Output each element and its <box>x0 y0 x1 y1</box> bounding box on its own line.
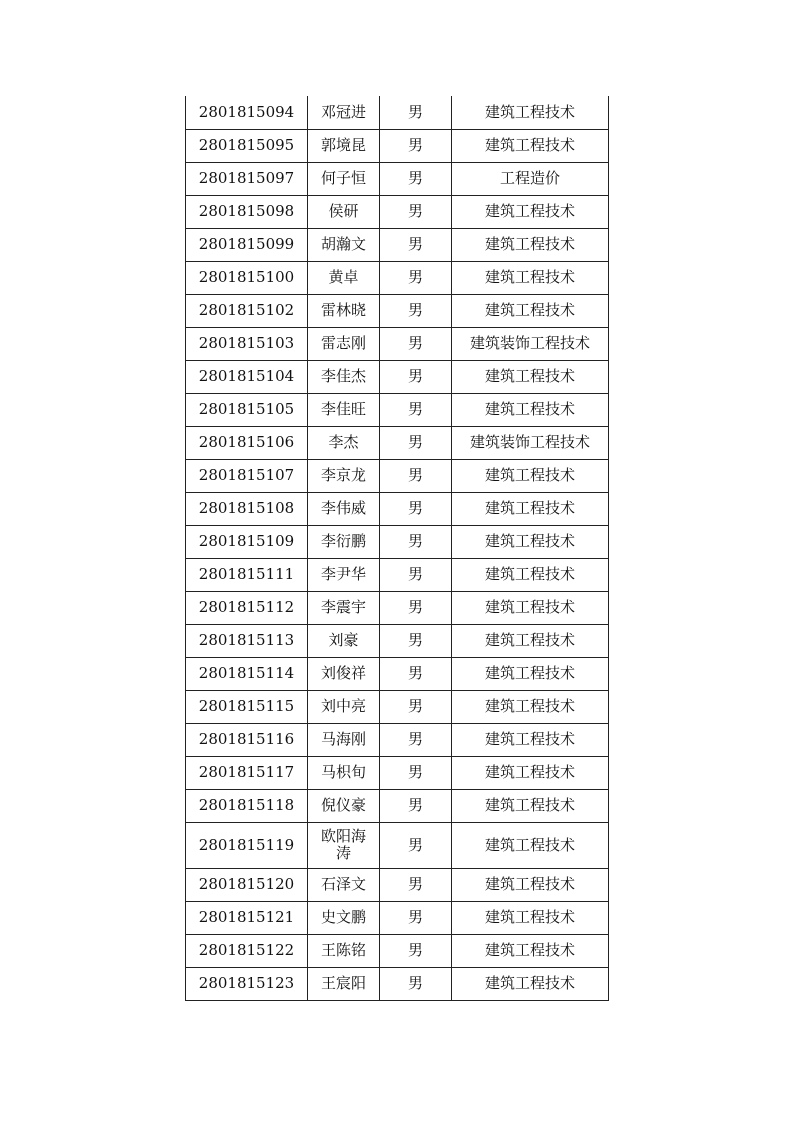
gender-cell-text: 男 <box>407 631 423 649</box>
student-id-cell-text: 2801815121 <box>198 908 295 926</box>
student-id-cell-text: 2801815118 <box>198 796 295 814</box>
student-name-cell-text: 刘中亮 <box>320 697 366 715</box>
gender-cell-text: 男 <box>407 102 423 121</box>
student-name-cell-text: 郭境昆 <box>320 136 366 154</box>
major-cell <box>452 162 609 195</box>
student-id-cell <box>186 967 308 1000</box>
student-id-cell-text: 2801815099 <box>198 235 295 253</box>
major-cell-text: 建筑工程技术 <box>484 268 575 286</box>
student-name-cell <box>308 228 380 261</box>
gender-cell <box>380 228 452 261</box>
student-name-cell-text: 马枳旬 <box>320 763 366 781</box>
student-id-cell <box>186 901 308 934</box>
student-name-cell-text: 雷林晓 <box>320 301 366 319</box>
major-cell <box>452 426 609 459</box>
major-cell-text: 建筑工程技术 <box>484 202 575 220</box>
student-name-cell-text: 李衍鹏 <box>320 532 366 550</box>
student-id-cell <box>186 327 308 360</box>
student-id-cell <box>186 360 308 393</box>
table-row <box>186 657 609 690</box>
major-cell <box>452 967 609 1000</box>
student-name-cell <box>308 934 380 967</box>
major-cell-text: 建筑工程技术 <box>484 796 575 814</box>
gender-cell <box>380 162 452 195</box>
table-row <box>186 228 609 261</box>
student-id-cell <box>186 96 308 129</box>
gender-cell <box>380 822 452 868</box>
major-cell <box>452 195 609 228</box>
major-cell <box>452 624 609 657</box>
student-id-cell-text: 2801815120 <box>198 875 295 893</box>
table-row <box>186 558 609 591</box>
table-row <box>186 492 609 525</box>
gender-cell <box>380 261 452 294</box>
major-cell-text: 建筑工程技术 <box>484 835 575 854</box>
student-name-cell <box>308 195 380 228</box>
gender-cell-text: 男 <box>407 565 423 583</box>
student-id-cell <box>186 591 308 624</box>
student-id-cell <box>186 195 308 228</box>
student-id-cell <box>186 228 308 261</box>
table-row <box>186 459 609 492</box>
gender-cell <box>380 96 452 129</box>
student-name-cell <box>308 162 380 195</box>
gender-cell <box>380 195 452 228</box>
student-id-cell <box>186 789 308 822</box>
student-id-cell-text: 2801815116 <box>198 730 295 748</box>
student-id-cell-text: 2801815105 <box>198 400 295 418</box>
student-id-cell-text: 2801815102 <box>198 301 295 319</box>
major-cell <box>452 901 609 934</box>
student-id-cell <box>186 690 308 723</box>
gender-cell <box>380 426 452 459</box>
table-row <box>186 162 609 195</box>
student-name-cell <box>308 901 380 934</box>
major-cell <box>452 690 609 723</box>
major-cell <box>452 657 609 690</box>
gender-cell-text: 男 <box>407 466 423 484</box>
student-id-cell-text: 2801815119 <box>198 835 295 854</box>
student-id-cell-text: 2801815097 <box>198 169 295 187</box>
student-id-cell-text: 2801815104 <box>198 367 295 385</box>
student-name-cell-text: 李尹华 <box>320 565 366 583</box>
student-id-cell <box>186 129 308 162</box>
student-name-cell-text: 马海刚 <box>320 730 366 748</box>
student-name-cell <box>308 294 380 327</box>
student-id-cell-text: 2801815123 <box>198 974 295 992</box>
major-cell-text: 建筑工程技术 <box>484 400 575 418</box>
major-cell-text: 建筑工程技术 <box>484 941 575 959</box>
table-row <box>186 723 609 756</box>
major-cell <box>452 294 609 327</box>
table-row <box>186 934 609 967</box>
student-id-cell-text: 2801815113 <box>198 631 295 649</box>
student-name-cell-text: 李震宇 <box>320 598 366 616</box>
major-cell <box>452 492 609 525</box>
student-id-cell <box>186 525 308 558</box>
student-id-cell <box>186 624 308 657</box>
gender-cell-text: 男 <box>407 941 423 959</box>
student-id-cell <box>186 756 308 789</box>
major-cell-text: 建筑工程技术 <box>484 908 575 926</box>
gender-cell <box>380 294 452 327</box>
gender-cell <box>380 459 452 492</box>
student-name-cell <box>308 360 380 393</box>
major-cell-text: 建筑工程技术 <box>484 367 575 385</box>
student-id-cell-text: 2801815117 <box>198 763 295 781</box>
student-name-cell-text: 欧阳海涛 <box>320 827 366 862</box>
major-cell-text: 建筑工程技术 <box>484 974 575 992</box>
gender-cell-text: 男 <box>407 763 423 781</box>
student-name-cell-text: 石泽文 <box>320 875 366 893</box>
gender-cell-text: 男 <box>407 334 423 352</box>
student-name-cell-text: 倪仪豪 <box>320 796 366 814</box>
gender-cell <box>380 789 452 822</box>
student-name-cell-text: 胡瀚文 <box>320 235 366 253</box>
major-cell <box>452 393 609 426</box>
gender-cell-text: 男 <box>407 400 423 418</box>
gender-cell <box>380 967 452 1000</box>
student-id-cell <box>186 492 308 525</box>
gender-cell-text: 男 <box>407 664 423 682</box>
gender-cell <box>380 901 452 934</box>
student-name-cell <box>308 492 380 525</box>
student-roster-table <box>185 96 609 1001</box>
student-name-cell-text: 史文鹏 <box>320 908 366 926</box>
student-id-cell-text: 2801815100 <box>198 268 295 286</box>
student-id-cell <box>186 426 308 459</box>
gender-cell-text: 男 <box>407 697 423 715</box>
student-id-cell-text: 2801815106 <box>198 433 295 451</box>
gender-cell <box>380 756 452 789</box>
student-name-cell <box>308 393 380 426</box>
table-row <box>186 901 609 934</box>
major-cell-text: 建筑工程技术 <box>484 664 575 682</box>
table-row <box>186 822 609 868</box>
major-cell-text: 工程造价 <box>499 169 560 187</box>
table-row <box>186 756 609 789</box>
major-cell <box>452 868 609 901</box>
major-cell <box>452 756 609 789</box>
student-name-cell-text: 侯研 <box>328 202 359 220</box>
gender-cell-text: 男 <box>407 532 423 550</box>
student-name-cell <box>308 789 380 822</box>
major-cell-text: 建筑装饰工程技术 <box>469 433 590 451</box>
student-id-cell-text: 2801815115 <box>198 697 295 715</box>
table-row <box>186 426 609 459</box>
table-row <box>186 294 609 327</box>
student-id-cell <box>186 657 308 690</box>
table-row <box>186 624 609 657</box>
student-name-cell-text: 雷志刚 <box>320 334 366 352</box>
gender-cell <box>380 558 452 591</box>
student-id-cell <box>186 934 308 967</box>
student-id-cell-text: 2801815095 <box>198 136 295 154</box>
student-name-cell <box>308 591 380 624</box>
major-cell <box>452 558 609 591</box>
student-id-cell-text: 2801815108 <box>198 499 295 517</box>
gender-cell-text: 男 <box>407 301 423 319</box>
gender-cell <box>380 723 452 756</box>
gender-cell-text: 男 <box>407 169 423 187</box>
table-row <box>186 261 609 294</box>
student-name-cell-text: 李伟威 <box>320 499 366 517</box>
table-row <box>186 393 609 426</box>
student-name-cell-text: 李佳杰 <box>320 367 366 385</box>
major-cell-text: 建筑工程技术 <box>484 136 575 154</box>
student-name-cell-text: 邓冠进 <box>320 102 366 121</box>
gender-cell <box>380 868 452 901</box>
table-row <box>186 195 609 228</box>
major-cell-text: 建筑工程技术 <box>484 532 575 550</box>
major-cell-text: 建筑工程技术 <box>484 565 575 583</box>
major-cell-text: 建筑装饰工程技术 <box>469 334 590 352</box>
student-name-cell <box>308 327 380 360</box>
gender-cell-text: 男 <box>407 835 423 854</box>
student-name-cell-text: 刘俊祥 <box>320 664 366 682</box>
table-row <box>186 591 609 624</box>
major-cell <box>452 459 609 492</box>
student-id-cell <box>186 558 308 591</box>
student-name-cell <box>308 756 380 789</box>
student-id-cell-text: 2801815114 <box>198 664 295 682</box>
student-id-cell <box>186 822 308 868</box>
major-cell <box>452 525 609 558</box>
student-name-cell <box>308 690 380 723</box>
gender-cell-text: 男 <box>407 730 423 748</box>
major-cell <box>452 228 609 261</box>
student-name-cell <box>308 96 380 129</box>
gender-cell-text: 男 <box>407 268 423 286</box>
major-cell-text: 建筑工程技术 <box>484 631 575 649</box>
student-id-cell <box>186 723 308 756</box>
major-cell <box>452 96 609 129</box>
student-id-cell-text: 2801815111 <box>198 565 295 583</box>
gender-cell <box>380 525 452 558</box>
major-cell <box>452 129 609 162</box>
student-name-cell <box>308 822 380 868</box>
gender-cell <box>380 492 452 525</box>
gender-cell-text: 男 <box>407 974 423 992</box>
student-id-cell <box>186 261 308 294</box>
major-cell-text: 建筑工程技术 <box>484 102 575 121</box>
major-cell-text: 建筑工程技术 <box>484 697 575 715</box>
gender-cell-text: 男 <box>407 796 423 814</box>
student-name-cell <box>308 624 380 657</box>
student-id-cell <box>186 393 308 426</box>
student-name-cell <box>308 868 380 901</box>
table-row <box>186 360 609 393</box>
table-row <box>186 129 609 162</box>
gender-cell-text: 男 <box>407 136 423 154</box>
major-cell-text: 建筑工程技术 <box>484 301 575 319</box>
student-name-cell <box>308 261 380 294</box>
student-name-cell <box>308 459 380 492</box>
student-id-cell <box>186 868 308 901</box>
major-cell <box>452 822 609 868</box>
gender-cell-text: 男 <box>407 499 423 517</box>
student-name-cell <box>308 967 380 1000</box>
major-cell <box>452 723 609 756</box>
major-cell <box>452 789 609 822</box>
major-cell <box>452 261 609 294</box>
student-name-cell-text: 李佳旺 <box>320 400 366 418</box>
student-name-cell <box>308 129 380 162</box>
major-cell-text: 建筑工程技术 <box>484 499 575 517</box>
table-row <box>186 868 609 901</box>
student-name-cell <box>308 657 380 690</box>
gender-cell <box>380 393 452 426</box>
table-row <box>186 525 609 558</box>
student-id-cell-text: 2801815109 <box>198 532 295 550</box>
student-name-cell <box>308 525 380 558</box>
gender-cell-text: 男 <box>407 235 423 253</box>
student-name-cell-text: 何子恒 <box>320 169 366 187</box>
major-cell-text: 建筑工程技术 <box>484 730 575 748</box>
gender-cell-text: 男 <box>407 908 423 926</box>
table-row <box>186 690 609 723</box>
student-id-cell-text: 2801815112 <box>198 598 295 616</box>
gender-cell <box>380 591 452 624</box>
student-id-cell-text: 2801815107 <box>198 466 295 484</box>
gender-cell-text: 男 <box>407 367 423 385</box>
major-cell <box>452 360 609 393</box>
table-row <box>186 96 609 129</box>
gender-cell <box>380 657 452 690</box>
major-cell-text: 建筑工程技术 <box>484 598 575 616</box>
student-name-cell <box>308 558 380 591</box>
student-id-cell-text: 2801815103 <box>198 334 295 352</box>
gender-cell-text: 男 <box>407 202 423 220</box>
student-name-cell-text: 刘豪 <box>328 631 359 649</box>
student-name-cell-text: 王宸阳 <box>320 974 366 992</box>
major-cell-text: 建筑工程技术 <box>484 235 575 253</box>
gender-cell <box>380 934 452 967</box>
student-id-cell <box>186 294 308 327</box>
student-name-cell-text: 黄卓 <box>328 268 359 286</box>
gender-cell-text: 男 <box>407 433 423 451</box>
student-id-cell <box>186 459 308 492</box>
table-row <box>186 789 609 822</box>
gender-cell <box>380 690 452 723</box>
gender-cell-text: 男 <box>407 598 423 616</box>
major-cell-text: 建筑工程技术 <box>484 466 575 484</box>
student-name-cell-text: 李杰 <box>328 433 359 451</box>
student-id-cell-text: 2801815094 <box>198 102 295 121</box>
gender-cell <box>380 129 452 162</box>
student-name-cell <box>308 426 380 459</box>
gender-cell <box>380 360 452 393</box>
student-id-cell-text: 2801815098 <box>198 202 295 220</box>
gender-cell-text: 男 <box>407 875 423 893</box>
table-row <box>186 967 609 1000</box>
major-cell-text: 建筑工程技术 <box>484 763 575 781</box>
student-id-cell-text: 2801815122 <box>198 941 295 959</box>
roster-body <box>186 96 609 1000</box>
student-id-cell <box>186 162 308 195</box>
major-cell <box>452 591 609 624</box>
student-name-cell-text: 王陈铭 <box>320 941 366 959</box>
student-name-cell-text: 李京龙 <box>320 466 366 484</box>
table-row <box>186 327 609 360</box>
student-name-cell <box>308 723 380 756</box>
major-cell-text: 建筑工程技术 <box>484 875 575 893</box>
gender-cell <box>380 327 452 360</box>
gender-cell <box>380 624 452 657</box>
major-cell <box>452 934 609 967</box>
major-cell <box>452 327 609 360</box>
